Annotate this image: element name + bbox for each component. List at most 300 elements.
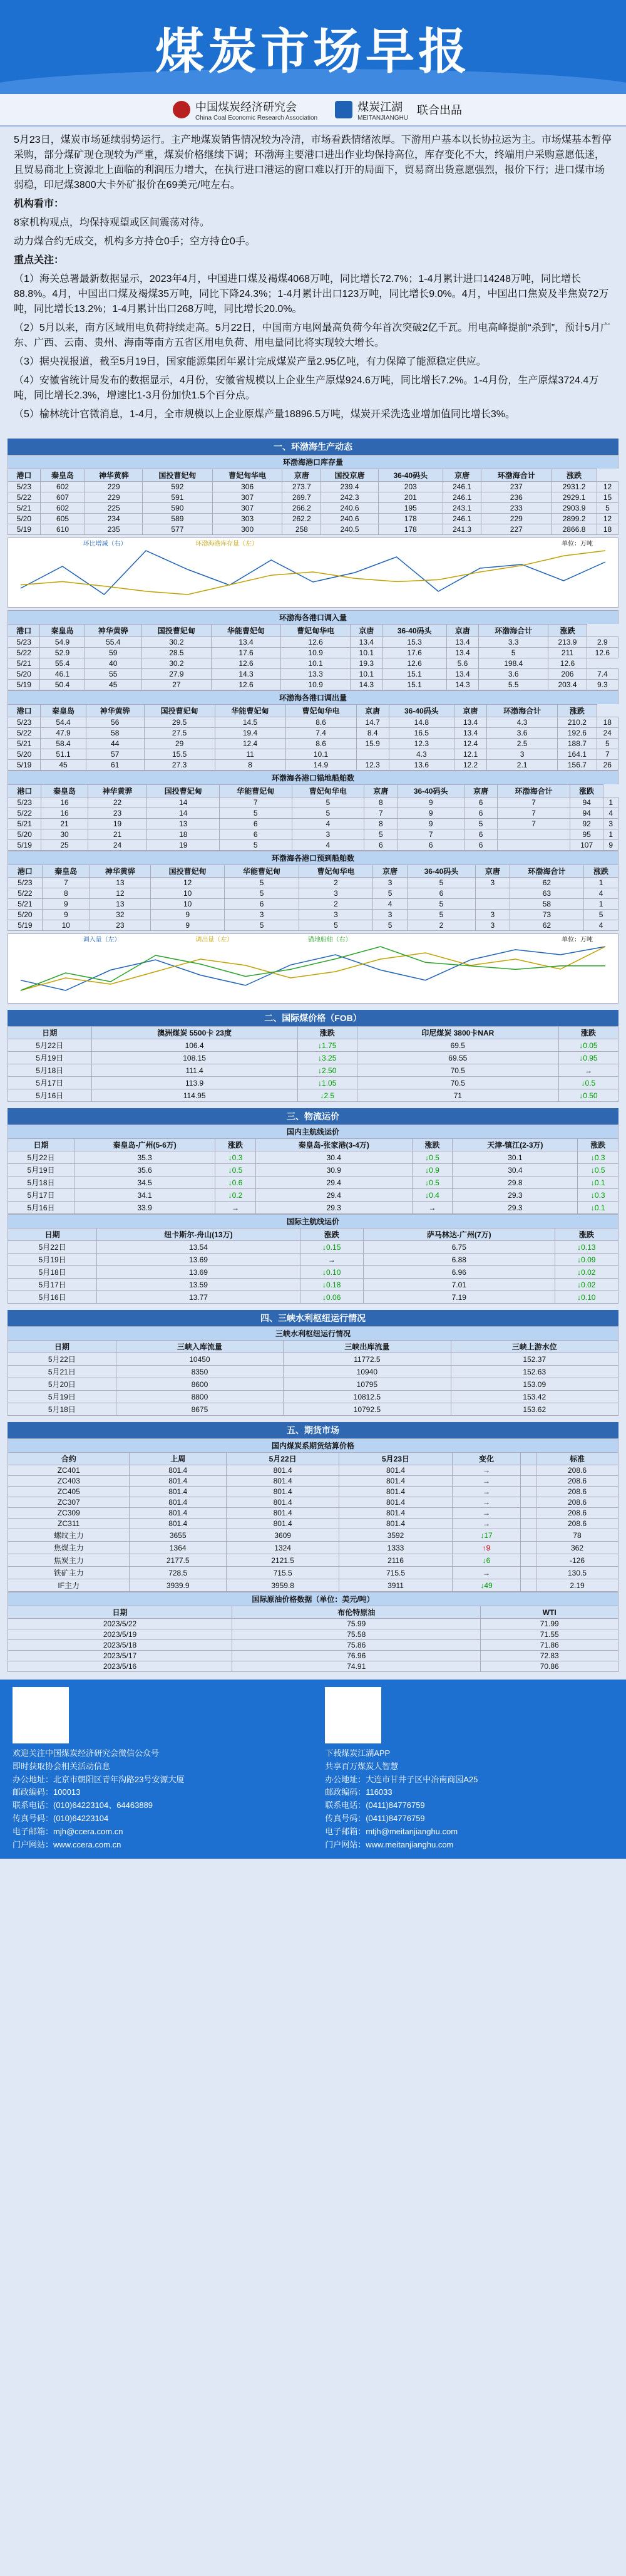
table-cell: 6 bbox=[220, 819, 292, 829]
table-cell bbox=[521, 1529, 536, 1542]
table-cell: 266.2 bbox=[282, 503, 321, 514]
table-cell bbox=[498, 829, 570, 840]
table-cell bbox=[521, 1542, 536, 1554]
table-header-cell: 港口 bbox=[8, 705, 41, 717]
table-cell: 3 bbox=[299, 910, 372, 920]
table-cell: 198.4 bbox=[479, 658, 548, 669]
table-cell: 23 bbox=[88, 808, 147, 819]
table-cell: 13.3 bbox=[281, 669, 351, 680]
table-row bbox=[8, 1554, 618, 1567]
table-cell: 23 bbox=[90, 920, 150, 931]
table-cell: 24 bbox=[88, 840, 147, 851]
table-cell: 4.3 bbox=[389, 749, 454, 760]
table-cell: 2.1 bbox=[487, 760, 558, 771]
table-cell: 5/23 bbox=[8, 797, 41, 808]
table-header-cell: 日期 bbox=[8, 1027, 92, 1039]
table-cell: 18 bbox=[597, 524, 618, 535]
table-cell: ↓0.5 bbox=[412, 1176, 452, 1189]
table-cell: 29.3 bbox=[255, 1202, 412, 1214]
chart-ylabel: 单位：万吨 bbox=[562, 540, 593, 548]
table-cell: ↓0.5 bbox=[558, 1077, 618, 1089]
table-cell: ↓0.50 bbox=[558, 1089, 618, 1102]
table-header-cell: WTI bbox=[481, 1606, 618, 1619]
table-cell: 15.1 bbox=[382, 680, 446, 690]
table-cell: 5月22日 bbox=[8, 1241, 97, 1254]
table-cell: 5月21日 bbox=[8, 1366, 116, 1378]
table-cell: 19.4 bbox=[215, 728, 285, 739]
table-cell: 16 bbox=[41, 808, 88, 819]
table-cell: 227 bbox=[481, 524, 552, 535]
table-cell: 241.3 bbox=[443, 524, 481, 535]
table-row bbox=[8, 1279, 618, 1291]
table-row bbox=[8, 808, 618, 819]
table-cell: 15.1 bbox=[382, 669, 446, 680]
table-cell: → bbox=[452, 1508, 521, 1519]
table-cell: 70.5 bbox=[357, 1077, 558, 1089]
table-cell: 13.69 bbox=[97, 1266, 300, 1279]
table-cell: 16.5 bbox=[389, 728, 454, 739]
intro-paragraph: （1）海关总署最新数据显示，2023年4月，中国进口煤及褐煤4068万吨，同比增长72.7%；1-4月累计进口14248万吨，同比增长88.8%。4月，中国出口煤及褐煤35万吨，同比下降24.3%；1-4月累计出口123万吨，同比增长9.0%。4月，中国出口焦炭及半焦炭72万吨，同比增长13.2%；1-4月累计出口268万吨，同比增长20.0%。 bbox=[14, 274, 609, 314]
table-row bbox=[8, 1529, 618, 1542]
table-cell: 178 bbox=[378, 514, 443, 524]
table-cell: → bbox=[452, 1519, 521, 1529]
table-cell: 5 bbox=[225, 878, 299, 888]
table-cell: 5月22日 bbox=[8, 1353, 116, 1366]
table-cell: 13.6 bbox=[389, 760, 454, 771]
table-cell: 801.4 bbox=[226, 1497, 339, 1508]
table-cell: 233 bbox=[481, 503, 552, 514]
table-cell bbox=[521, 1465, 536, 1476]
table-row bbox=[8, 680, 618, 690]
table-cell: 46.1 bbox=[40, 669, 85, 680]
table-cell: 152.37 bbox=[451, 1353, 618, 1366]
table-cell: 243.1 bbox=[443, 503, 481, 514]
table-cell: 12.3 bbox=[356, 760, 389, 771]
table-header-cell: 港口 bbox=[8, 865, 43, 878]
table-cell: 5/23 bbox=[8, 717, 41, 728]
table-cell: 2.19 bbox=[536, 1579, 618, 1592]
table-cell: 18 bbox=[147, 829, 220, 840]
table-cell: 5月18日 bbox=[8, 1403, 116, 1416]
table-cell: 30.4 bbox=[453, 1164, 578, 1176]
table-cell: 801.4 bbox=[339, 1465, 452, 1476]
table-cell: ↓49 bbox=[452, 1579, 521, 1592]
table-cell: 29.3 bbox=[453, 1202, 578, 1214]
table-cell: 273.7 bbox=[282, 482, 321, 492]
table-row bbox=[8, 1089, 618, 1102]
qr-code-icon bbox=[13, 1687, 69, 1743]
table-cell: 92 bbox=[570, 819, 603, 829]
data-table bbox=[8, 1606, 618, 1672]
table-cell: 5月18日 bbox=[8, 1266, 97, 1279]
table-cell: 153.42 bbox=[451, 1391, 618, 1403]
table-header-cell: 国投曹妃甸 bbox=[144, 705, 215, 717]
table-cell: → bbox=[452, 1487, 521, 1497]
table-cell: 801.4 bbox=[339, 1519, 452, 1529]
table-cell: 8600 bbox=[116, 1378, 283, 1391]
table-cell: 801.4 bbox=[226, 1476, 339, 1487]
org-name-2-en: MEITANJIANGHU bbox=[357, 114, 409, 122]
table-header-cell: 纽卡斯尔-舟山(13万) bbox=[97, 1228, 300, 1241]
table-cell: 62 bbox=[510, 920, 583, 931]
table-cell: 240.6 bbox=[321, 514, 379, 524]
table-cell: 27.5 bbox=[144, 728, 215, 739]
chart-ylabel: 单位：万吨 bbox=[562, 936, 593, 944]
table-cell: 5 bbox=[299, 920, 372, 931]
table-cell bbox=[498, 840, 570, 851]
table-cell: 801.4 bbox=[339, 1487, 452, 1497]
chart-in-out bbox=[8, 933, 618, 1004]
table-cell: 6 bbox=[398, 840, 464, 851]
table-row bbox=[8, 1619, 618, 1629]
table-cell: ↓0.10 bbox=[555, 1291, 618, 1304]
table-cell: 6.88 bbox=[363, 1254, 555, 1266]
table-cell: 5月22日 bbox=[8, 1151, 74, 1164]
table-cell: 9 bbox=[603, 840, 618, 851]
table-header-cell: 36-40码头 bbox=[382, 625, 446, 637]
table-cell: 40 bbox=[85, 658, 141, 669]
table-row bbox=[8, 717, 618, 728]
table-header-cell: 华能曹妃甸 bbox=[215, 705, 285, 717]
table-cell: 5 bbox=[597, 739, 618, 749]
table-cell: ↓0.5 bbox=[215, 1164, 255, 1176]
footer-text: 电子邮箱：mjh@ccera.com.cn bbox=[13, 1826, 123, 1836]
chart-series-line bbox=[21, 551, 605, 595]
table-cell: 6 bbox=[364, 840, 398, 851]
table-cell: 5/20 bbox=[8, 749, 41, 760]
table-cell: 19 bbox=[147, 840, 220, 851]
table-cell: 13 bbox=[90, 899, 150, 910]
table-cell: 16 bbox=[41, 797, 88, 808]
table-row bbox=[8, 514, 618, 524]
table-cell: 4.3 bbox=[487, 717, 558, 728]
table-header-cell: 日期 bbox=[8, 1606, 232, 1619]
table-row bbox=[8, 1052, 618, 1064]
table-cell: 5/21 bbox=[8, 658, 40, 669]
table-title: 三峡水利枢纽运行情况 bbox=[8, 1326, 618, 1340]
table-header-cell: 国投京唐 bbox=[321, 469, 379, 482]
table-cell: 5 bbox=[464, 819, 497, 829]
table-header-cell: 变化 bbox=[452, 1453, 521, 1465]
table-cell: 9 bbox=[42, 899, 90, 910]
table-row bbox=[8, 1651, 618, 1661]
table-cell: ↓3.25 bbox=[297, 1052, 357, 1064]
table-cell: 30.1 bbox=[453, 1151, 578, 1164]
table-row bbox=[8, 1629, 618, 1640]
table-cell: 152.63 bbox=[451, 1366, 618, 1378]
table-cell: ↓0.5 bbox=[412, 1151, 452, 1164]
table-cell: 14.9 bbox=[285, 760, 356, 771]
table-cell: 94 bbox=[570, 808, 603, 819]
table-cell: 32 bbox=[90, 910, 150, 920]
table-cell: → bbox=[215, 1202, 255, 1214]
data-table bbox=[8, 624, 618, 690]
qr-code-icon bbox=[325, 1687, 381, 1743]
table-cell: 10450 bbox=[116, 1353, 283, 1366]
table-header-cell: 华能曹妃甸 bbox=[225, 865, 299, 878]
ccera-logo-icon bbox=[173, 101, 190, 118]
banner-title: 煤炭市场早报 bbox=[155, 24, 471, 79]
table-cell: 801.4 bbox=[130, 1487, 226, 1497]
intro-paragraph: 5月23日，煤炭市场延续弱势运行。主产地煤炭销售情况较为冷清，市场看跌情绪浓厚。下游用户基本以长协拉运为主。市场煤基本暂停采购，部分煤矿现仓现较为严重，煤炭价格继续下调；环渤海主要港口进出作业均保持高位，库存变化不大，终端用户采购意愿低迷，且贸易商北上资源北上面临的利润压力增大，在执行进口港运的窗口难以打开的局面下，贸易商出货意愿强烈，报价下行；进口煤市场弱稳，印尼煤3800大卡外矿报价在69美元/吨左右。 bbox=[14, 135, 612, 190]
table-cell bbox=[356, 749, 389, 760]
footer-text: 办公地址：大连市甘井子区中冶南商园A25 bbox=[325, 1774, 478, 1784]
table-header-cell: 曹妃甸华电 bbox=[281, 625, 351, 637]
table-cell: 229 bbox=[85, 492, 143, 503]
table-cell: 12.4 bbox=[454, 739, 486, 749]
table-header-cell: 秦皇岛-张家港(3-4万) bbox=[255, 1139, 412, 1151]
org-name-1-en: China Coal Economic Research Association bbox=[195, 114, 318, 122]
table-cell: 111.4 bbox=[91, 1064, 297, 1077]
table-cell: 12.6 bbox=[211, 680, 280, 690]
table-cell: 5 bbox=[364, 829, 398, 840]
table-cell: 4 bbox=[584, 888, 618, 899]
table-cell: 5 bbox=[225, 888, 299, 899]
table-cell: 5月17日 bbox=[8, 1279, 97, 1291]
table-cell: ↓0.3 bbox=[578, 1151, 618, 1164]
table-row bbox=[8, 1241, 618, 1254]
table-cell: 69.5 bbox=[357, 1039, 558, 1052]
table-freight-domestic bbox=[8, 1124, 618, 1214]
table-cell: 801.4 bbox=[130, 1497, 226, 1508]
table-title: 国际原油价格数据（单位：美元/吨） bbox=[8, 1592, 618, 1606]
data-table bbox=[8, 1452, 618, 1592]
table-cell: 192.6 bbox=[558, 728, 597, 739]
table-cell: 5/22 bbox=[8, 888, 43, 899]
footer-right bbox=[325, 1687, 613, 1851]
table-cell: 5/22 bbox=[8, 648, 40, 658]
table-cell: 29.8 bbox=[453, 1176, 578, 1189]
table-cell: ZC401 bbox=[8, 1465, 130, 1476]
table-cell: → bbox=[558, 1064, 618, 1077]
table-cell: 50.4 bbox=[40, 680, 85, 690]
table-cell: 13.4 bbox=[211, 637, 280, 648]
table-cell: 801.4 bbox=[130, 1519, 226, 1529]
table-title: 环渤海各港口调出量 bbox=[8, 690, 618, 704]
table-cell: 225 bbox=[85, 503, 143, 514]
data-table bbox=[8, 784, 618, 851]
banner bbox=[0, 0, 626, 94]
table-cell: → bbox=[452, 1465, 521, 1476]
table-cell: → bbox=[412, 1202, 452, 1214]
table-cell: 1 bbox=[603, 797, 618, 808]
table-cell: 27.9 bbox=[141, 669, 211, 680]
table-cell: 3655 bbox=[130, 1529, 226, 1542]
table-cell: 801.4 bbox=[339, 1508, 452, 1519]
table-cell: 602 bbox=[40, 503, 85, 514]
table-cell: 13.4 bbox=[446, 669, 478, 680]
table-cell: 195 bbox=[378, 503, 443, 514]
table-cell: ↓0.9 bbox=[412, 1164, 452, 1176]
table-cell: 30.2 bbox=[141, 658, 211, 669]
table-title: 环渤海各港口锚地船舶数 bbox=[8, 771, 618, 784]
table-cell bbox=[521, 1554, 536, 1567]
footer-text: 传真号码：(0411)84776759 bbox=[325, 1813, 425, 1823]
table-cell: ↓0.2 bbox=[215, 1189, 255, 1202]
table-cell: 8.4 bbox=[356, 728, 389, 739]
table-cell: 5 bbox=[407, 910, 475, 920]
table-cell: 1 bbox=[584, 878, 618, 888]
table-cell: 7 bbox=[398, 829, 464, 840]
table-row bbox=[8, 1542, 618, 1554]
table-header-cell: 神华黄骅 bbox=[88, 785, 147, 797]
table-cell: 13.59 bbox=[97, 1279, 300, 1291]
table-cell: 4 bbox=[292, 840, 364, 851]
table-cell: 108.15 bbox=[91, 1052, 297, 1064]
chart-series-line bbox=[21, 947, 605, 990]
table-header-cell: 三峡入库流量 bbox=[116, 1341, 283, 1353]
table-header-cell: 秦皇岛 bbox=[42, 865, 90, 878]
table-cell: 12.6 bbox=[382, 658, 446, 669]
table-cell: 7 bbox=[597, 749, 618, 760]
table-header-cell: 涨跌 bbox=[570, 785, 603, 797]
table-row bbox=[8, 1202, 618, 1214]
table-header-cell: 环渤海合计 bbox=[510, 865, 583, 878]
table-cell: 591 bbox=[143, 492, 213, 503]
table-row bbox=[8, 1519, 618, 1529]
table-cell: 3 bbox=[475, 878, 510, 888]
table-cell: 29.4 bbox=[255, 1176, 412, 1189]
chart-legend-item: 锚地船舶（右） bbox=[308, 936, 352, 944]
table-cell: 5/21 bbox=[8, 819, 41, 829]
table-cell: 78 bbox=[536, 1529, 618, 1542]
data-table bbox=[8, 704, 618, 771]
table-cell: 240.5 bbox=[321, 524, 379, 535]
table-cell: 13.4 bbox=[446, 648, 478, 658]
table-cell: 2866.8 bbox=[552, 524, 597, 535]
table-cell: 153.62 bbox=[451, 1403, 618, 1416]
table-header-cell: 神华黄骅 bbox=[86, 705, 144, 717]
table-cell: 1324 bbox=[226, 1542, 339, 1554]
table-row bbox=[8, 899, 618, 910]
table-row bbox=[8, 920, 618, 931]
table-cell: 焦炭主力 bbox=[8, 1554, 130, 1567]
table-header-cell: 神华黄骅 bbox=[90, 865, 150, 878]
table-cell: 3959.8 bbox=[226, 1579, 339, 1592]
table-cell: ZC307 bbox=[8, 1497, 130, 1508]
table-cell: 21 bbox=[88, 829, 147, 840]
section-title: 一、环渤海生产动态 bbox=[8, 439, 618, 455]
table-cell: 54.9 bbox=[40, 637, 85, 648]
table-cell: 29.4 bbox=[255, 1189, 412, 1202]
table-cell: 70.86 bbox=[481, 1661, 618, 1672]
table-cell: 10792.5 bbox=[284, 1403, 451, 1416]
table-cell: 4 bbox=[603, 808, 618, 819]
table-cell: 242.3 bbox=[321, 492, 379, 503]
table-title: 环渤海各港口预到船舶数 bbox=[8, 851, 618, 865]
table-cell: 7 bbox=[220, 797, 292, 808]
table-header-cell: 京唐 bbox=[356, 705, 389, 717]
table-cell bbox=[521, 1487, 536, 1497]
footer bbox=[0, 1680, 626, 1859]
table-cell bbox=[521, 1567, 536, 1579]
table-header-cell: 涨跌 bbox=[215, 1139, 255, 1151]
table-cell: 2023/5/19 bbox=[8, 1629, 232, 1640]
table-header-cell: 标准 bbox=[536, 1453, 618, 1465]
table-cell: ↓0.4 bbox=[412, 1189, 452, 1202]
table-cell: 208.6 bbox=[536, 1497, 618, 1508]
table-cell: -126 bbox=[536, 1554, 618, 1567]
table-cell: 3939.9 bbox=[130, 1579, 226, 1592]
table-cell: 58 bbox=[86, 728, 144, 739]
table-cell: 5/19 bbox=[8, 680, 40, 690]
table-cell: 10795 bbox=[284, 1378, 451, 1391]
table-cell: 5月20日 bbox=[8, 1378, 116, 1391]
table-ship bbox=[8, 851, 618, 931]
table-cell: 246.1 bbox=[443, 492, 481, 503]
table-cell: 9 bbox=[398, 808, 464, 819]
table-cell: 5月18日 bbox=[8, 1064, 92, 1077]
table-cell: 13.54 bbox=[97, 1241, 300, 1254]
table-cell: 589 bbox=[143, 514, 213, 524]
table-cell: 9.3 bbox=[587, 680, 618, 690]
table-cell: 58 bbox=[510, 899, 583, 910]
table-cell: ↓6 bbox=[452, 1554, 521, 1567]
table-cell: 8.6 bbox=[285, 739, 356, 749]
table-cell: ↓0.3 bbox=[578, 1189, 618, 1202]
table-cell: 5/23 bbox=[8, 878, 43, 888]
table-cell: ↓0.5 bbox=[578, 1164, 618, 1176]
table-cell: 6 bbox=[407, 888, 475, 899]
table-cell: 8 bbox=[42, 888, 90, 899]
table-cell: 5月18日 bbox=[8, 1176, 74, 1189]
table-cell: 153.09 bbox=[451, 1378, 618, 1391]
section-title: 五、期货市场 bbox=[8, 1422, 618, 1438]
table-cell: 9 bbox=[150, 910, 224, 920]
data-table bbox=[8, 1340, 618, 1416]
table-freight-international bbox=[8, 1214, 618, 1304]
table-cell: 362 bbox=[536, 1542, 618, 1554]
table-cell bbox=[475, 899, 510, 910]
table-cell: 7.01 bbox=[363, 1279, 555, 1291]
table-cell: 5/21 bbox=[8, 503, 41, 514]
table-cell: 801.4 bbox=[130, 1465, 226, 1476]
table-title: 环渤海港口库存量 bbox=[8, 455, 618, 469]
table-cell: ↓1.75 bbox=[297, 1039, 357, 1052]
table-port-stock bbox=[8, 455, 618, 535]
table-cell: 5/20 bbox=[8, 829, 41, 840]
table-cell: 5 bbox=[225, 920, 299, 931]
table-header-cell: 涨跌 bbox=[558, 1027, 618, 1039]
table-row bbox=[8, 1579, 618, 1592]
table-header-cell: 上周 bbox=[130, 1453, 226, 1465]
table-cell: 34.1 bbox=[74, 1189, 215, 1202]
table-cell: 17.6 bbox=[382, 648, 446, 658]
table-cell: 234 bbox=[85, 514, 143, 524]
table-cell: 8 bbox=[215, 760, 285, 771]
table-cell: 10.9 bbox=[281, 680, 351, 690]
table-row bbox=[8, 1476, 618, 1487]
table-cell: 14.7 bbox=[356, 717, 389, 728]
table-cell: ↑9 bbox=[452, 1542, 521, 1554]
table-cell: 246.1 bbox=[443, 482, 481, 492]
table-cell: 5/19 bbox=[8, 524, 41, 535]
table-cell: 74.91 bbox=[232, 1661, 481, 1672]
table-cell: 5月16日 bbox=[8, 1291, 97, 1304]
table-header-cell: 36-40码头 bbox=[398, 785, 464, 797]
table-cell: 30 bbox=[41, 829, 88, 840]
intro-paragraph: （3）据央视报道，截至5月19日，国家能源集团年累计完成煤炭产量2.95亿吨，有力保障了能源稳定供应。 bbox=[14, 356, 486, 367]
table-cell: 10812.5 bbox=[284, 1391, 451, 1403]
table-cell: 76.96 bbox=[232, 1651, 481, 1661]
table-cell: 2929.1 bbox=[552, 492, 597, 503]
footer-text: 办公地址：北京市朝阳区青年沟路23号安源大厦 bbox=[13, 1774, 185, 1784]
table-cell: 130.5 bbox=[536, 1567, 618, 1579]
table-cell: 3 bbox=[292, 829, 364, 840]
table-header-cell: 港口 bbox=[8, 625, 40, 637]
intro-paragraph: （2）5月以来，南方区域用电负荷持续走高。5月22日，中国南方电网最高负荷今年首次突破2亿千瓦。用电高峰提前“杀到”，预计5月广东、广西、云南、贵州、海南等南方五省区用电负荷、用电量同比将实现较大增长。 bbox=[14, 323, 610, 348]
table-cell: 5 bbox=[220, 840, 292, 851]
